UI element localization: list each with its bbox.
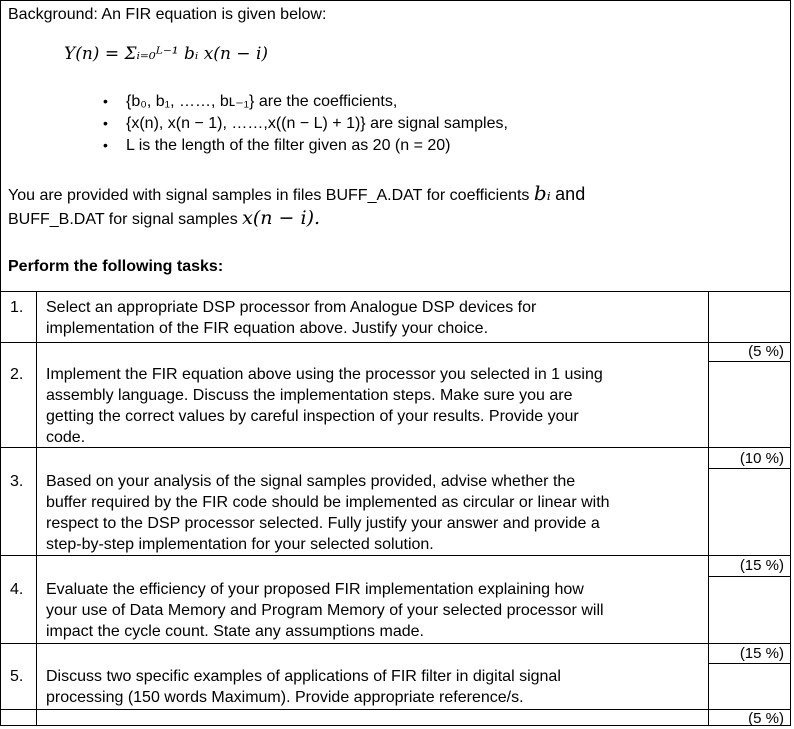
task-2-marks: (10 %) (739, 450, 784, 467)
provided-and: and (555, 184, 586, 204)
tasks-heading: Perform the following tasks: (8, 258, 224, 275)
bullet-signal-samples: {x(n), x(n − 1), ……,x((n − L) + 1)} are signal samples, (126, 115, 508, 132)
provided-bi: bᵢ (533, 181, 551, 205)
task-number: 3. (10, 473, 24, 490)
task-1-line: implementation of the FIR equation above. Justify your choice. (46, 320, 489, 337)
fir-equation: Y(n) = Σᵢ₌₀ᴸ⁻¹ bᵢ x(n − i) (64, 44, 269, 64)
marks-separator (708, 576, 791, 577)
marks-separator (708, 468, 791, 469)
background-heading: Background: An FIR equation is given below: (8, 6, 327, 23)
provided-line-2 (8, 208, 320, 230)
number-column-border (36, 291, 37, 726)
task-2-line: getting the correct values by careful inspection of your results. Provide your (46, 408, 579, 425)
task-3-line: buffer required by the FIR code should be implemented as circular or linear with (46, 494, 610, 511)
task-5-line: processing (150 words Maximum). Provide appropriate reference/s. (46, 689, 524, 706)
marks-column-border (708, 291, 709, 726)
provided-line-1 (8, 183, 585, 206)
task-3-line: step-by-step implementation for your selected solution. (46, 536, 434, 553)
marks-separator (708, 663, 791, 664)
task-3-line: respect to the DSP processor selected. Fully justify your answer and provide a (46, 515, 600, 532)
bullet-filter-length: L is the length of the filter given as 20 (n = 20) (126, 137, 451, 154)
bullet-dot: • (103, 115, 108, 131)
task-3-marks: (15 %) (739, 557, 784, 574)
task-2-line: assembly language. Discuss the implementation steps. Make sure you are (46, 387, 573, 404)
task-5-marks: (5 %) (748, 710, 784, 727)
row-3-divider (0, 555, 791, 556)
table-top-border (0, 291, 791, 292)
task-1-line: Select an appropriate DSP processor from Analogue DSP devices for (46, 299, 537, 316)
task-4-line: impact the cycle count. State any assumptions made. (46, 623, 424, 640)
row-2-divider (0, 447, 791, 448)
row-4-divider (0, 643, 791, 644)
provided-text-2: BUFF_B.DAT for signal samples (8, 211, 238, 228)
bullet-coefficients: {b₀, b₁, ……, bʟ₋₁} are the coefficients, (126, 93, 398, 110)
row-1-divider (0, 342, 791, 343)
provided-text-1: You are provided with signal samples in files BUFF_A.DAT for coefficients (8, 187, 530, 204)
task-4-line: your use of Data Memory and Program Memory of your selected processor will (46, 602, 604, 619)
task-2-line: Implement the FIR equation above using the processor you selected in 1 using (46, 366, 603, 383)
marks-separator (708, 361, 791, 362)
task-number: 1. (10, 299, 24, 316)
task-2-line: code. (46, 429, 86, 446)
task-5-line: Discuss two specific examples of applications of FIR filter in digital signal (46, 668, 561, 685)
task-3-line: Based on your analysis of the signal samples provided, advise whether the (46, 473, 576, 490)
task-4-marks: (15 %) (739, 645, 784, 662)
task-number: 4. (10, 581, 24, 598)
row-5-divider (0, 709, 791, 710)
task-number: 2. (10, 366, 24, 383)
provided-x: x(n − i). (242, 207, 321, 229)
bullet-dot: • (103, 137, 108, 153)
task-1-marks: (5 %) (748, 343, 784, 360)
task-number: 5. (10, 668, 24, 685)
task-4-line: Evaluate the efficiency of your proposed FIR implementation explaining how (46, 581, 584, 598)
bullet-dot: • (103, 93, 108, 109)
